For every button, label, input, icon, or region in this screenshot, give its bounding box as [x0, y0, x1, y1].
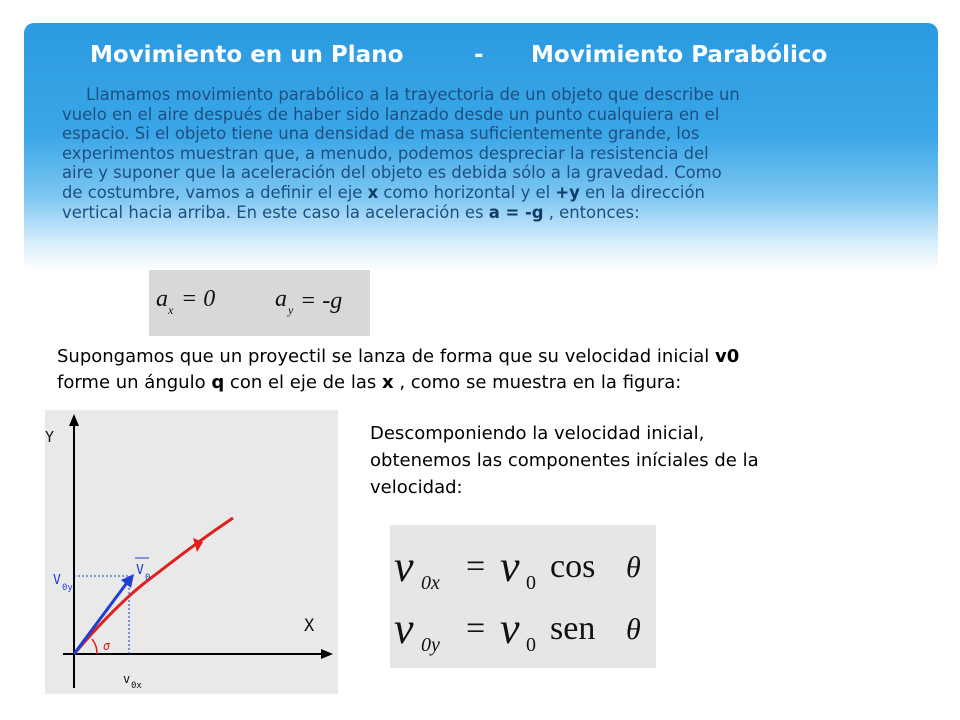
projectile-paragraph: [57, 344, 937, 396]
eq2-r1-vsub: 0: [526, 572, 536, 594]
intro-line: experimentos muestran que, a menudo, podemos despreciar la resistencia del: [62, 143, 709, 163]
eq1-ax-sub: x: [168, 303, 174, 317]
y-axis-label: Y: [45, 428, 55, 446]
trajectory-curve: [74, 518, 233, 654]
velocity-components-equation-image: [390, 525, 656, 668]
eq2-r2-vsub: 0: [526, 634, 536, 656]
para3-line: velocidad:: [370, 477, 463, 498]
axis-x-term: x: [367, 182, 379, 202]
eq2-r1-angle: θ: [626, 551, 641, 584]
title-right: Movimiento Parabólico: [531, 42, 828, 68]
para2-text: con el eje de las: [224, 372, 382, 393]
para2-text: , como se muestra en la figura:: [393, 372, 682, 393]
intro-line: [62, 183, 934, 203]
eq2-r1-eq: =: [466, 548, 486, 585]
acceleration-term: a = -g: [488, 202, 544, 222]
eq2-r1-lhs: v: [394, 542, 414, 591]
v0-term: v0: [715, 346, 740, 367]
intro-text: de costumbre, vamos a definir el eje: [62, 182, 368, 202]
eq2-r2-eq: =: [466, 610, 486, 647]
intro-line: vuelo en el aire después de haber sido lanzado desde un punto cualquiera en el: [62, 104, 720, 124]
eq2-r2-sub: 0y: [421, 634, 440, 656]
eq1-ax: a: [156, 286, 168, 312]
eq2-r1-v: v: [500, 542, 520, 591]
angle-label: σ: [103, 639, 111, 653]
para3-line: Descomponiendo la velocidad inicial,: [370, 423, 705, 444]
x-term: x: [381, 372, 394, 393]
intro-line: Llamamos movimiento parabólico a la trayectoria de un objeto que describe un: [86, 85, 740, 104]
axis-y-term: +y: [555, 182, 580, 202]
eq1-ay-sub: y: [288, 303, 294, 317]
para3-line: obtenemos las componentes iníciales de la: [370, 450, 759, 471]
y-axis-arrow-icon: [69, 414, 79, 426]
intro-line: espacio. Si el objeto tiene una densidad de masa suficientemente grande, los: [62, 124, 700, 144]
eq2-r2-angle: θ: [626, 613, 641, 646]
intro-text: en la dirección: [579, 182, 705, 202]
x-axis-label: X: [304, 616, 315, 636]
eq2-r2-lhs: v: [394, 604, 414, 653]
v0y-sub: 0y: [62, 583, 73, 593]
intro-text: vertical hacia arriba. En este caso la aceleración es: [62, 202, 489, 222]
intro-text: como horizontal y el: [378, 182, 556, 202]
eq1-ay-value: = -g: [300, 288, 343, 314]
angle-term: q: [211, 372, 225, 393]
projectile-figure: [45, 410, 338, 694]
v0x-label: v: [123, 672, 131, 686]
acceleration-equation-image: [149, 270, 370, 336]
page-title: [0, 42, 960, 76]
v0-vector: [74, 580, 129, 654]
para2-line: [57, 370, 937, 396]
angle-arc: [92, 639, 97, 654]
v0-label: V: [136, 563, 144, 578]
eq2-r2-fn: sen: [550, 610, 596, 647]
eq2-r1-fn: cos: [550, 548, 596, 585]
para2-text: forme un ángulo: [57, 372, 212, 393]
eq1-ax-value: = 0: [181, 286, 216, 312]
eq1-ay: a: [275, 286, 287, 312]
eq2-r1-sub: 0x: [421, 572, 440, 594]
decomposition-paragraph: [370, 420, 930, 501]
intro-line: aire y suponer que la aceleración del objeto es debida sólo a la gravedad. Como: [62, 163, 722, 183]
para2-line: [57, 344, 937, 370]
v0x-sub: 0x: [131, 681, 142, 691]
intro-text: , entonces:: [543, 202, 640, 222]
eq2-r2-v: v: [500, 604, 520, 653]
intro-line: [62, 203, 934, 223]
title-separator: -: [474, 42, 484, 68]
v0-sub: 0: [145, 573, 151, 583]
para2-text: Supongamos que un proyectil se lanza de forma que su velocidad inicial: [57, 346, 715, 367]
v0y-label: V: [53, 573, 61, 588]
intro-paragraph: [62, 85, 934, 222]
x-axis-arrow-icon: [321, 649, 333, 659]
title-left: Movimiento en un Plano: [90, 42, 404, 68]
